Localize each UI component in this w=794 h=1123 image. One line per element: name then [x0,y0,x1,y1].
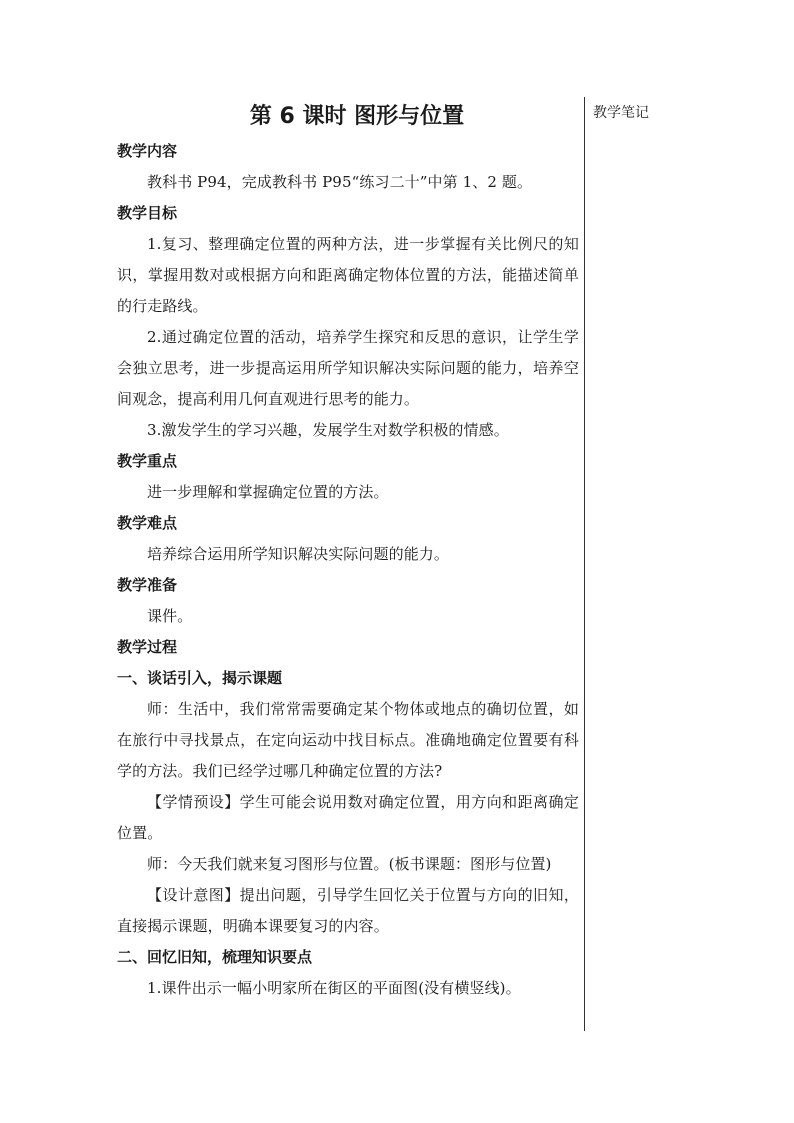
step-1-paragraph-2: 【学情预设】学生可能会说用数对确定位置，用方向和距离确定位置。 [117,793,579,842]
key-points-text: 进一步理解和掌握确定位置的方法。 [147,483,389,501]
difficulty-heading: 教学难点 [117,514,178,532]
step-1-paragraph-3: 师：今天我们就来复习图形与位置。(板书课题：图形与位置) [147,855,552,873]
step-2-heading: 二、回忆旧知，梳理知识要点 [117,948,313,966]
column-divider [584,97,585,1031]
preparation-heading: 教学准备 [117,576,178,594]
step-1-paragraph-4: 【设计意图】提出问题，引导学生回忆关于位置与方向的旧知，直接揭示课题，明确本课要复习的内容。 [117,886,579,935]
difficulty-text: 培养综合运用所学知识解决实际问题的能力。 [147,545,450,563]
goal-1: 1.复习、整理确定位置的两种方法，进一步掌握有关比例尺的知识，掌握用数对或根据方向和距离确定物体位置的方法，能描述简单的行走路线。 [117,235,579,315]
goal-2: 2.通过确定位置的活动，培养学生探究和反思的意识，让学生学会独立思考，进一步提高运用所学知识解决实际问题的能力，培养空间观念，提高利用几何直观进行思考的能力。 [117,328,579,408]
goals-heading: 教学目标 [117,204,178,222]
content-heading: 教学内容 [117,142,178,160]
page-title: 第 6 课时 图形与位置 [249,104,465,129]
goal-3: 3.激发学生的学习兴趣，发展学生对数学积极的情感。 [147,421,509,439]
step-1-paragraph-1: 师：生活中，我们常常需要确定某个物体或地点的确切位置，如在旅行中寻找景点，在定向运动中找目标点。准确地确定位置要有科学的方法。我们已经学过哪几种确定位置的方法? [117,700,579,780]
lesson-plan-body [117,100,579,1004]
preparation-text: 课件。 [147,607,193,625]
key-points-heading: 教学重点 [117,452,178,470]
process-heading: 教学过程 [117,638,178,656]
step-1-heading: 一、谈话引入，揭示课题 [117,669,283,687]
content-text: 教科书 P94，完成教科书 P95“练习二十”中第 1、2 题。 [147,173,533,191]
notes-column-label: 教学笔记 [593,105,649,121]
step-2-paragraph-1: 1.课件出示一幅小明家所在街区的平面图(没有横竖线)。 [147,979,521,997]
